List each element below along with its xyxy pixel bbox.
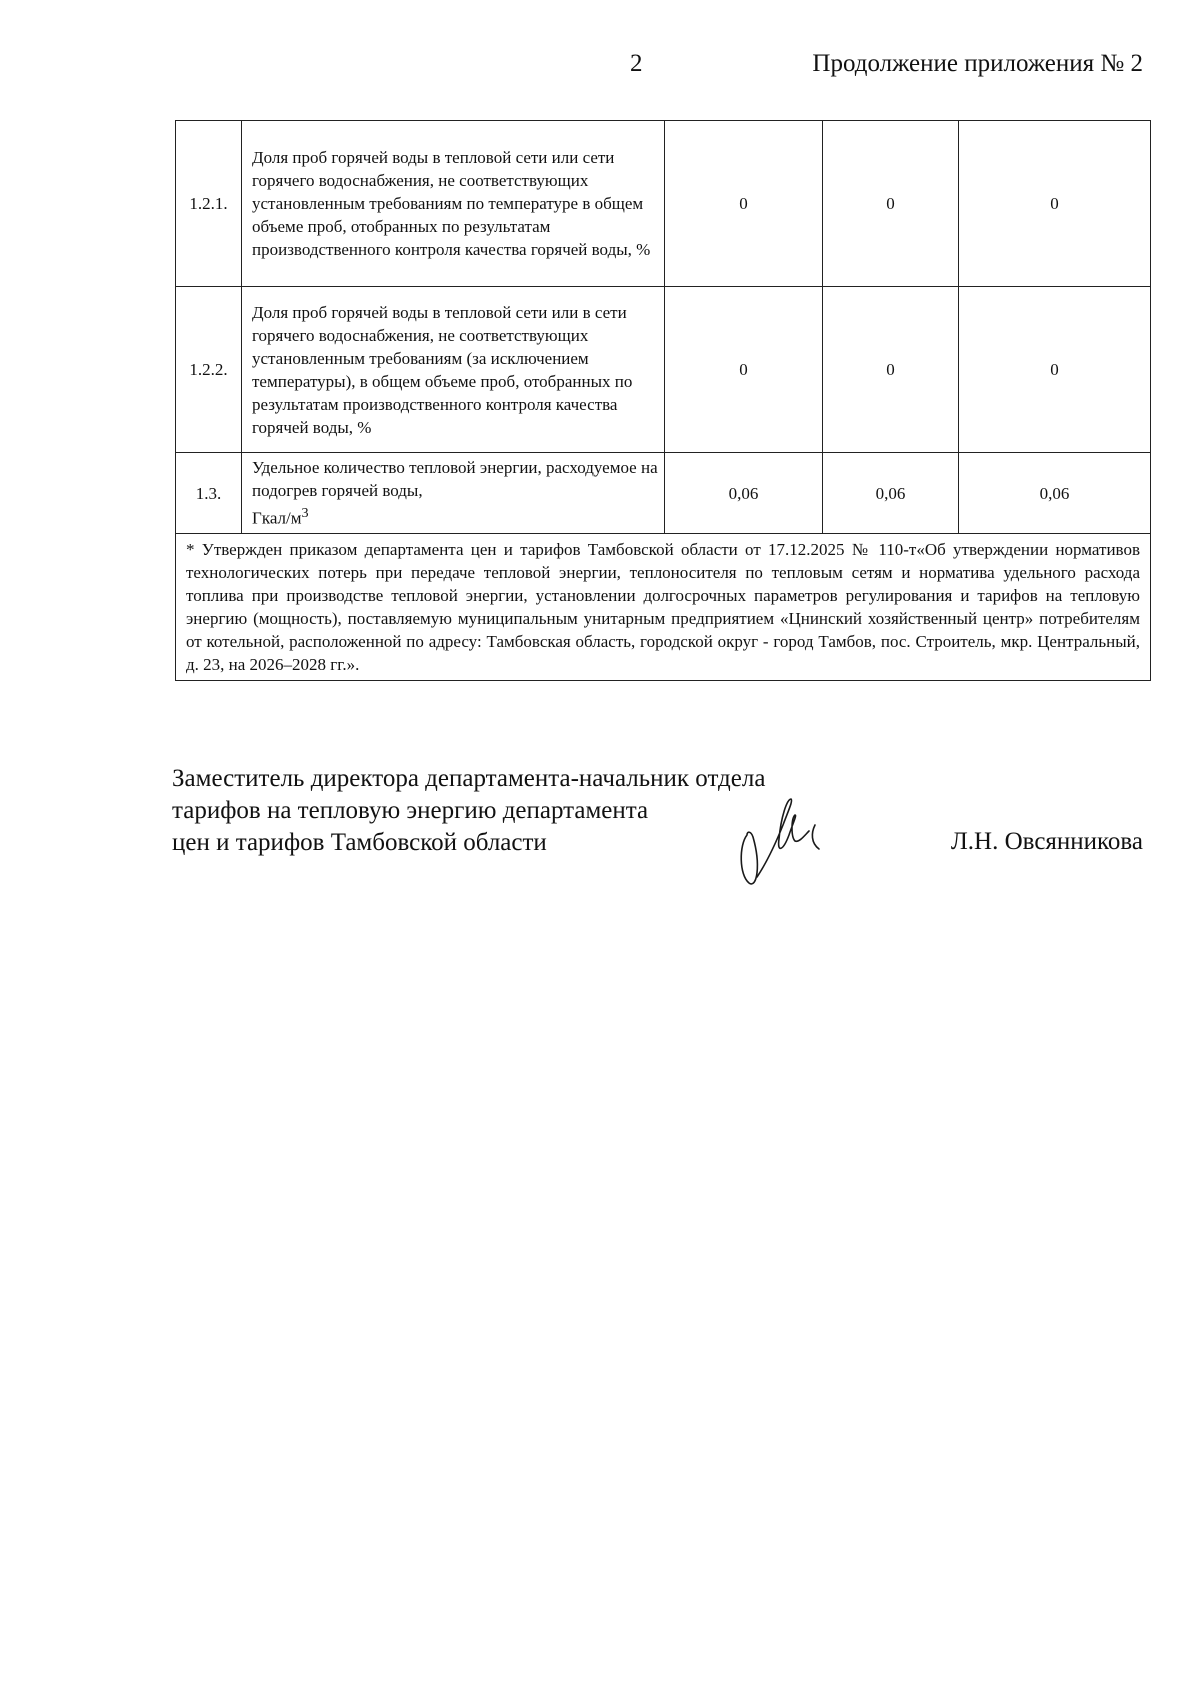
- footnote-row: [176, 534, 1151, 681]
- row-number: 1.2.2.: [176, 287, 242, 453]
- row-description: Доля проб горячей воды в тепловой сети или в сети горячего водоснабжения, не соответствующих установленным требованиям (за исключением температуры), в общем объеме проб, отобранных по результатам производственного контроля качества горячей воды, %: [242, 287, 665, 453]
- table-row: [176, 121, 1151, 287]
- row-value: 0: [665, 287, 823, 453]
- signer-title-line: Заместитель директора департамента-начальник отдела: [172, 765, 766, 792]
- row-value: 0,06: [823, 453, 959, 534]
- row-number: 1.2.1.: [176, 121, 242, 287]
- appendix-caption: Продолжение приложения № 2: [812, 50, 1143, 77]
- row-description: Доля проб горячей воды в тепловой сети или сети горячего водоснабжения, не соответствующих установленным требованиям по температуре в общем объеме проб, отобранных по результатам производственного контроля качества горячей воды, %: [242, 121, 665, 287]
- signer-title-line: цен и тарифов Тамбовской области: [172, 829, 547, 856]
- row-description-text: Удельное количество тепловой энергии, расходуемое на подогрев горячей воды,: [252, 458, 658, 501]
- row-value: 0: [959, 287, 1151, 453]
- row-unit-superscript: 3: [301, 505, 309, 522]
- signer-name: Л.Н. Овсянникова: [950, 828, 1143, 855]
- row-description: [242, 453, 665, 534]
- row-value: 0: [665, 121, 823, 287]
- row-value: 0: [823, 121, 959, 287]
- row-value: 0: [823, 287, 959, 453]
- indicators-table: [175, 120, 1151, 681]
- row-unit: Гкал/м: [252, 508, 302, 528]
- table-row: [176, 453, 1151, 534]
- handwritten-signature: [735, 795, 845, 895]
- row-number: 1.3.: [176, 453, 242, 534]
- row-value: 0: [959, 121, 1151, 287]
- row-value: 0,06: [665, 453, 823, 534]
- page-number: 2: [630, 50, 643, 77]
- table-row: [176, 287, 1151, 453]
- row-value: 0,06: [959, 453, 1151, 534]
- footnote: * Утвержден приказом департамента цен и тарифов Тамбовской области от 17.12.2025 № 110-т«Об утверждении нормативов технологических потерь при передаче тепловой энергии, теплоносителя по тепловым сетям и норматива удельного расхода топлива при производстве тепловой энергии, установлении долгосрочных параметров регулирования и тарифов на тепловую энергию (мощность), поставляемую муниципальным унитарным предприятием «Цнинский хозяйственный центр» потребителям от котельной, расположенной по адресу: Тамбовская область, городской округ - город Тамбов, пос. Строитель, мкр. Центральный, д. 23, на 2026–2028 гг.».: [176, 534, 1151, 681]
- signer-title-line: тарифов на тепловую энергию департамента: [172, 797, 649, 824]
- signer-title: [172, 763, 765, 859]
